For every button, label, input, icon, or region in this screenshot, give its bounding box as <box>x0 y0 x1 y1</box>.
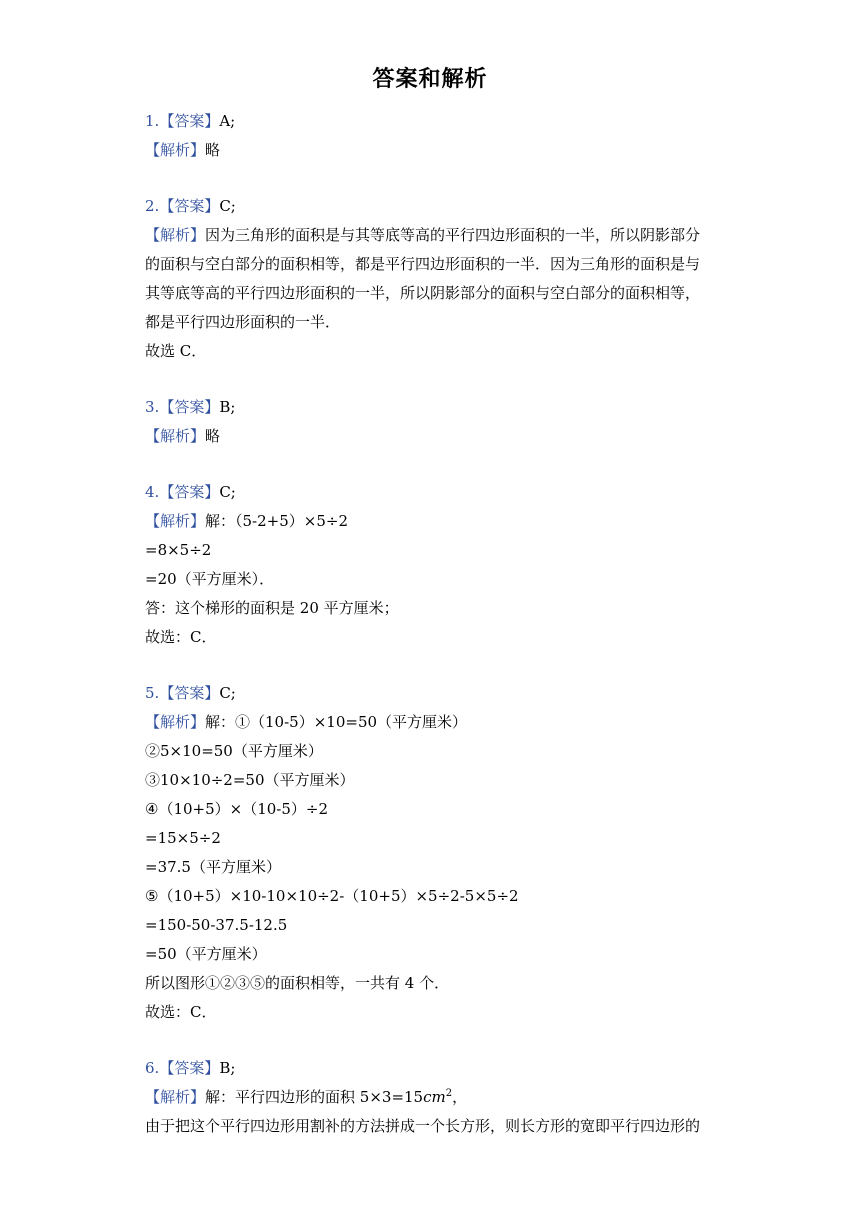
analysis-text: =15×5÷2 <box>145 829 221 847</box>
answer-line <box>145 679 720 708</box>
answer-item-1 <box>145 107 720 165</box>
answer-value: C; <box>219 197 236 215</box>
analysis-conclusion: 故选：C． <box>145 628 217 646</box>
analysis-line <box>145 136 720 165</box>
answer-label: 【答案】 <box>159 398 220 416</box>
unit-exponent: 2 <box>445 1088 453 1099</box>
question-number: 1. <box>145 112 160 130</box>
answer-value: B; <box>219 398 236 416</box>
analysis-conclusion: 故选 C． <box>145 342 207 360</box>
answer-item-4 <box>145 478 720 652</box>
question-number: 4. <box>145 483 160 501</box>
answer-item-2 <box>145 192 720 366</box>
answer-value: C; <box>219 483 236 501</box>
answer-line <box>145 1054 720 1083</box>
analysis-text: 解：（5-2+5）×5÷2 <box>205 512 349 530</box>
question-number: 2. <box>145 197 160 215</box>
analysis-label: 【解析】 <box>145 512 206 530</box>
analysis-line <box>145 1083 720 1112</box>
analysis-text: 的面积与空白部分的面积相等，都是平行四边形面积的一半．因为三角形的面积是与 <box>145 255 701 273</box>
answer-item-6 <box>145 1054 720 1141</box>
analysis-text: 都是平行四边形面积的一半． <box>145 313 341 331</box>
analysis-text: ④（10+5）×（10-5）÷2 <box>145 800 329 818</box>
answer-value: B; <box>219 1059 236 1077</box>
analysis-text: ③10×10÷2=50（平方厘米） <box>145 771 355 789</box>
analysis-label: 【解析】 <box>145 1088 206 1106</box>
analysis-line <box>145 422 720 451</box>
analysis-text: 略 <box>205 427 221 445</box>
answer-label: 【答案】 <box>159 1059 220 1077</box>
answer-label: 【答案】 <box>159 112 220 130</box>
analysis-text: ⑤（10+5）×10-10×10÷2-（10+5）×5÷2-5×5÷2 <box>145 887 519 905</box>
analysis-line <box>145 221 720 250</box>
analysis-label: 【解析】 <box>145 427 206 445</box>
analysis-text: 解：①（10-5）×10=50（平方厘米） <box>205 713 468 731</box>
analysis-text: 因为三角形的面积是与其等底等高的平行四边形面积的一半，所以阴影部分 <box>205 226 701 244</box>
answer-list <box>145 107 720 1168</box>
analysis-text: ， <box>452 1088 468 1106</box>
question-number: 5. <box>145 684 160 702</box>
answer-item-5 <box>145 679 720 1027</box>
analysis-text: 略 <box>205 141 221 159</box>
answer-value: C; <box>219 684 236 702</box>
page-title: 答案和解析 <box>372 66 488 92</box>
answer-label: 【答案】 <box>159 684 220 702</box>
analysis-label: 【解析】 <box>145 226 206 244</box>
answer-line <box>145 192 720 221</box>
analysis-text: 答：这个梯形的面积是 20 平方厘米； <box>145 599 399 617</box>
analysis-conclusion: 故选：C． <box>145 1003 217 1021</box>
answer-label: 【答案】 <box>159 197 220 215</box>
question-number: 3. <box>145 398 160 416</box>
answer-line <box>145 107 720 136</box>
answer-label: 【答案】 <box>159 483 220 501</box>
answer-line <box>145 478 720 507</box>
answer-value: A; <box>219 112 236 130</box>
analysis-line <box>145 708 720 737</box>
analysis-text: 所以图形①②③⑤的面积相等，一共有 4 个． <box>145 974 450 992</box>
analysis-text: 解：平行四边形的面积 5×3=15 <box>205 1088 424 1106</box>
question-number: 6. <box>145 1059 160 1077</box>
analysis-text: 由于把这个平行四边形用割补的方法拼成一个长方形，则长方形的宽即平行四边形的 <box>145 1117 701 1135</box>
analysis-line <box>145 507 720 536</box>
analysis-label: 【解析】 <box>145 141 206 159</box>
analysis-text: =8×5÷2 <box>145 541 212 559</box>
analysis-text: =50（平方厘米） <box>145 945 267 963</box>
answer-item-3 <box>145 393 720 451</box>
analysis-text: =150-50-37.5-12.5 <box>145 916 288 934</box>
analysis-text: ②5×10=50（平方厘米） <box>145 742 323 760</box>
analysis-text: =37.5（平方厘米） <box>145 858 281 876</box>
answer-line <box>145 393 720 422</box>
analysis-label: 【解析】 <box>145 713 206 731</box>
analysis-text: =20（平方厘米）． <box>145 570 275 588</box>
unit-text: cm <box>423 1088 446 1106</box>
analysis-text: 其等底等高的平行四边形面积的一半，所以阴影部分的面积与空白部分的面积相等， <box>145 284 701 302</box>
